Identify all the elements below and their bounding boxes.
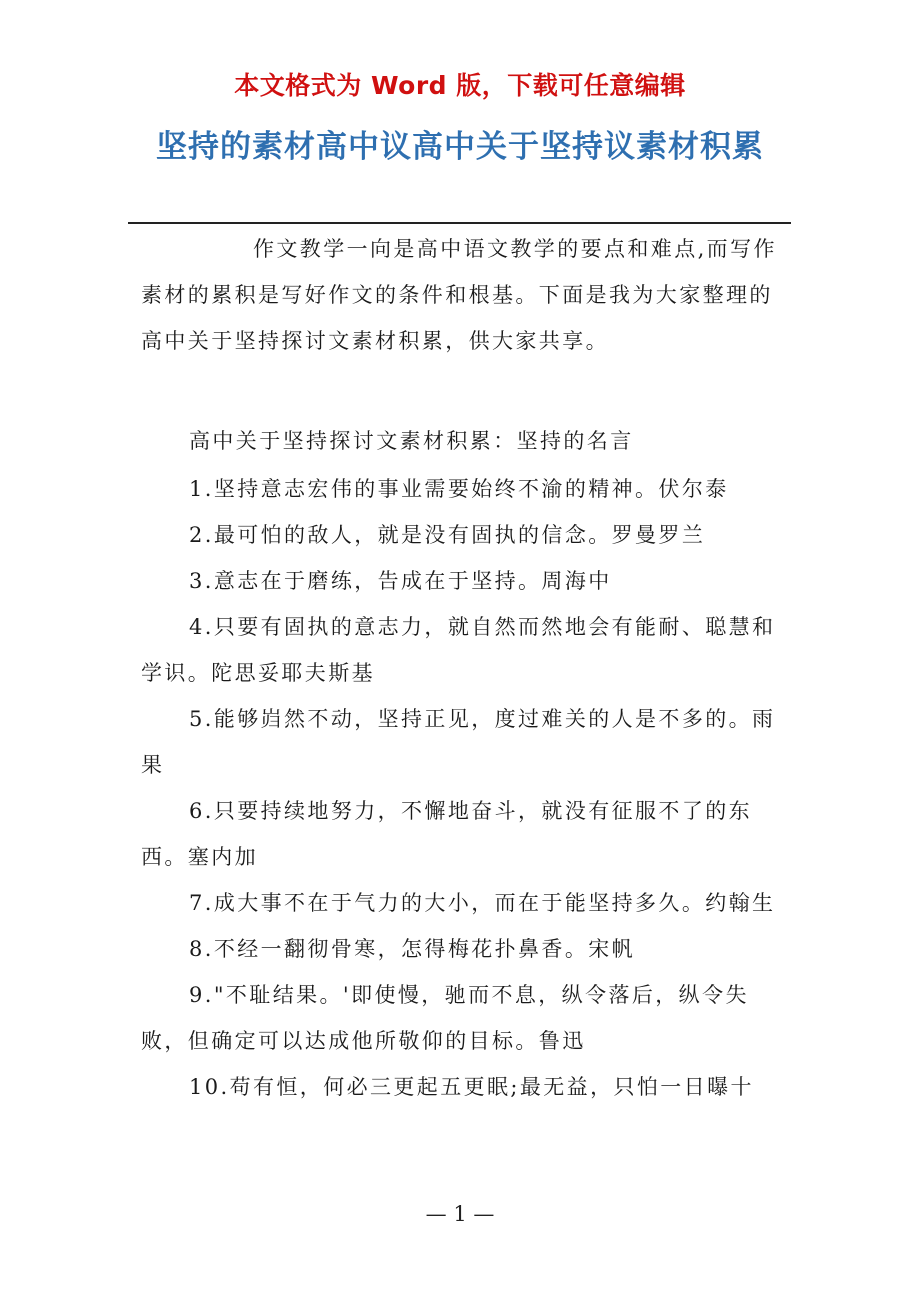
download-banner: 本文格式为 Word 版，下载可任意编辑 <box>234 71 686 100</box>
quote-item: 2.最可怕的敌人，就是没有固执的信念。罗曼罗兰 <box>189 523 706 547</box>
quote-item: 10.苟有恒，何必三更起五更眠;最无益，只怕一日曝十 <box>189 1075 754 1099</box>
quote-item: 8.不经一翻彻骨寒，怎得梅花扑鼻香。宋帆 <box>189 937 636 961</box>
page-number: — 1 — <box>425 1202 495 1226</box>
quote-list <box>141 466 781 1110</box>
quote-item: 3.意志在于磨练，告成在于坚持。周海中 <box>189 569 612 593</box>
quote-item: 7.成大事不在于气力的大小，而在于能坚持多久。约翰生 <box>189 891 776 915</box>
quote-item: 1.坚持意志宏伟的事业需要始终不渝的精神。伏尔泰 <box>189 477 729 501</box>
document-title: 坚持的素材高中议高中关于坚持议素材积累 <box>156 129 764 165</box>
section-heading: 高中关于坚持探讨文素材积累：坚持的名言 <box>189 429 634 453</box>
intro-paragraph: 作文教学一向是高中语文教学的要点和难点,而写作素材的累积是写好作文的条件和根基。下面是我为大家整理的高中关于坚持探讨文素材积累，供大家共享。 <box>141 237 777 353</box>
quote-item: 4.只要有固执的意志力，就自然而然地会有能耐、聪慧和学识。陀思妥耶夫斯基 <box>141 615 776 685</box>
quote-item: 9."不耻结果。'即使慢，驰而不息，纵令落后，纵令失败，但确定可以达成他所敬仰的目标。鲁迅 <box>141 983 749 1053</box>
title-divider <box>128 222 791 224</box>
quote-item: 5.能够岿然不动，坚持正见，度过难关的人是不多的。雨果 <box>141 707 776 777</box>
quote-item: 6.只要持续地努力，不懈地奋斗，就没有征服不了的东西。塞内加 <box>141 799 753 869</box>
